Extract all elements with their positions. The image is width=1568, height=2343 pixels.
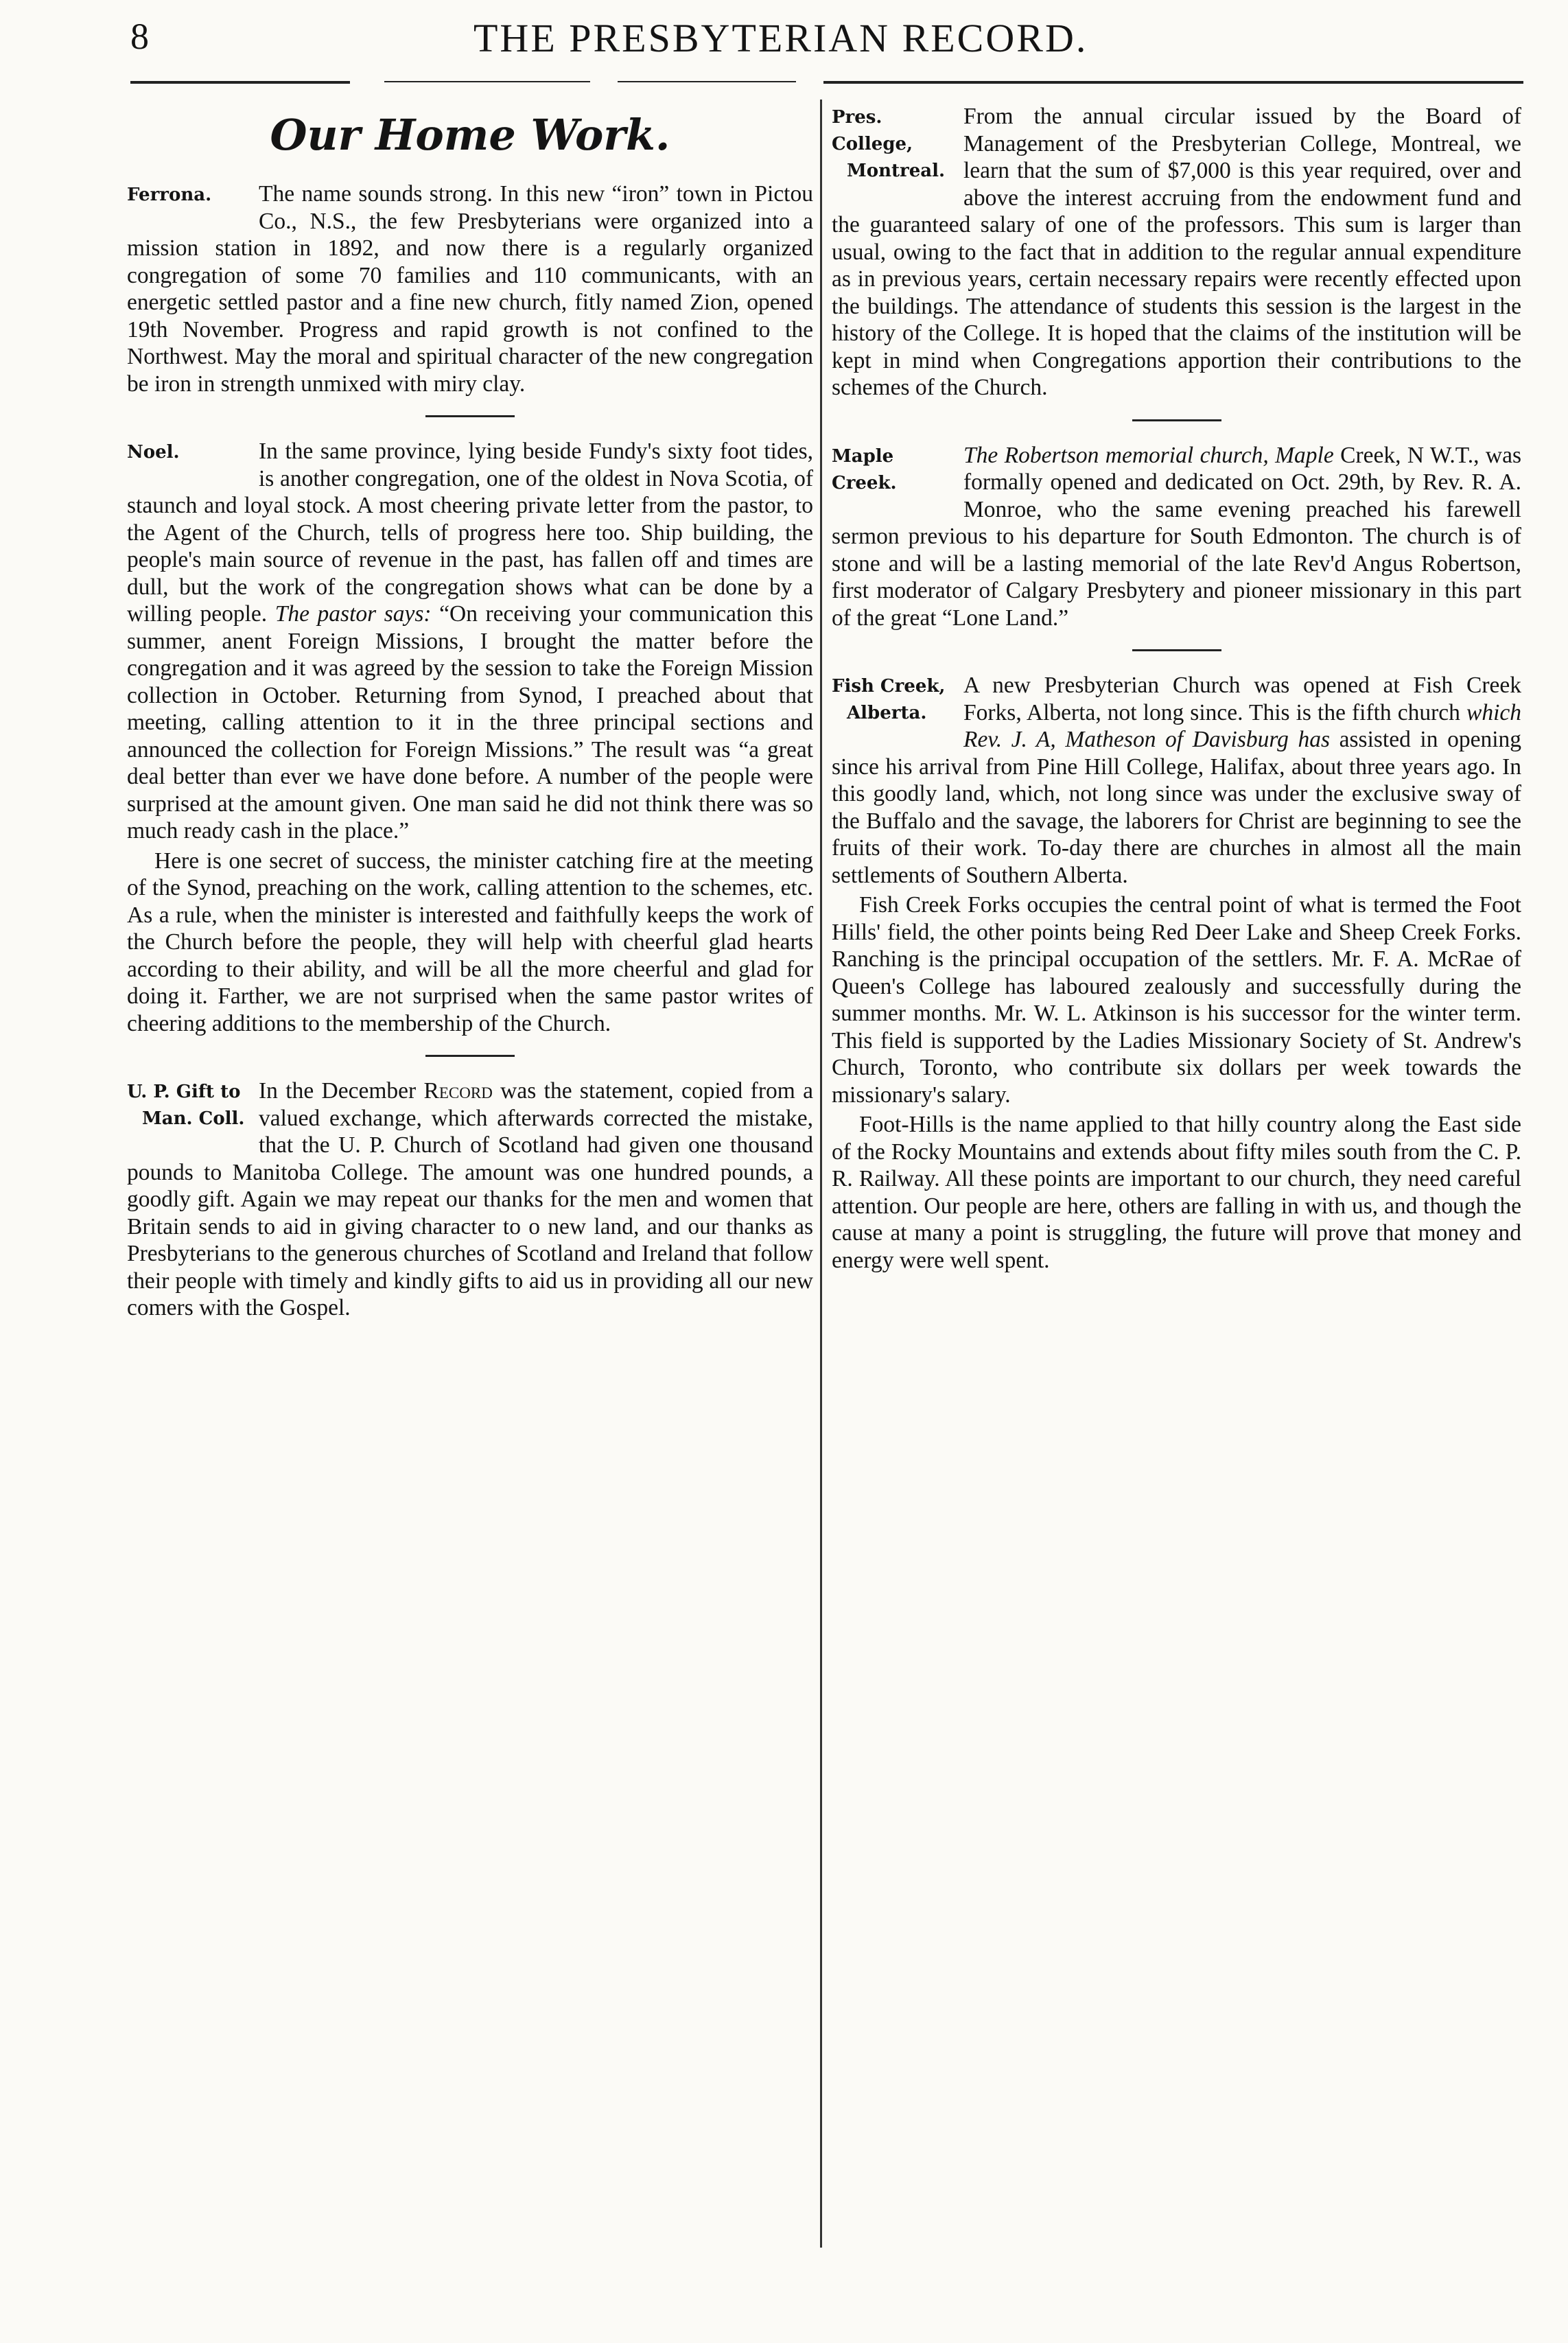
side-heading-text: Maple — [832, 445, 894, 467]
right-column — [832, 103, 1521, 1274]
journal-title: THE PRESBYTERIAN RECORD. — [473, 16, 1088, 60]
article-noel-text-2: Here is one secret of success, the minister catching fire at the meeting of the Synod, preaching on the work, calling attention to the schemes, etc. As a rule, when the minister is interested and faithfully keeps the work of the Church before the people, they will help with cheerful glad hearts according to their ability, and will be all the more cheerful and glad for doing it. Farther, we are not surprised when the same pastor writes of cheering additions to the membership of the Church. — [127, 848, 813, 1036]
side-heading-text: Fish Creek, — [832, 676, 946, 697]
text-run: Creek, N W.T., was formally opened and dedicated on Oct. 29th, by Rev. R. A. Monroe, who the same evening preached his farewell sermon previous to his departure for South Edmonton. The church is of stone and will be a lasting memorial of the late Rev'd Angus Robertson, first moderator of Calgary Presbytery and pioneer missionary in this part of the great “Lone Land.” — [832, 442, 1521, 631]
side-heading-text: Montreal. — [847, 161, 946, 181]
article-fish-creek-text-3: Foot-Hills is the name applied to that hilly country along the East side of the Rocky Mountains and extends about fifty miles south from the C. P. R. Railway. All these points are important to our church, they need careful attention. Our people are here, others are falling in with us, and though the cause at many a point is struggling, the future will prove that money and energy were well spent. — [832, 1112, 1521, 1273]
side-heading-fish-creek — [832, 673, 954, 727]
separator-rule — [425, 415, 515, 417]
side-heading-ferrona — [127, 182, 249, 209]
article-ferrona-text: The name sounds strong. In this new “iron” town in Pictou Co., N.S., the few Presbyterians were organized into a mission station in 1892, and now there is a regularly organized congregation of some 70 families and 110 communicants, with an energetic settled pastor and a fine new church, fitly named Zion, opened 19th November. Progress and rapid growth is not confined to the Northwest. May the moral and spiritual character of the new congregation be iron in strength unmixed with miry clay. — [127, 181, 813, 397]
article-ferrona — [127, 180, 813, 397]
article-up-gift — [127, 1077, 813, 1322]
article-maple-creek — [832, 442, 1521, 632]
text-run-small-caps: Record — [423, 1078, 493, 1104]
side-heading-up-gift — [127, 1079, 249, 1132]
page-number: 8 — [130, 16, 149, 57]
article-fish-creek — [832, 672, 1521, 1274]
header-rule-middle-2 — [618, 81, 796, 82]
side-heading-text: Alberta. — [847, 703, 927, 723]
left-column — [127, 103, 813, 1322]
text-run-italic: which Rev. J. A, Matheson of Davisburg has — [963, 699, 1521, 752]
text-run: assisted in opening since his arrival from Pine Hill College, Halifax, about three years ago. In this goodly land, which, not long since was under the exclusive sway of the Buffalo and the savage, the laborers for Christ are beginning to see the fruits of their work. To-day there are churches in almost all the main settlements of Southern Alberta. — [832, 727, 1521, 888]
side-heading-noel — [127, 439, 249, 466]
side-heading-text: Pres. College, — [832, 107, 913, 154]
text-run: A new Presbyterian Church was opened at Fish Creek Forks, Alberta, not long since. This is the fifth church — [963, 673, 1521, 725]
text-run: In the December — [259, 1078, 424, 1104]
separator-rule — [1132, 419, 1221, 421]
article-fish-creek-text-2: Fish Creek Forks occupies the central point of what is termed the Foot Hills' field, the other points being Red Deer Lake and Sheep Creek Forks. Ranching is the principal occupation of the settlers. Mr. F. A. McRae of Queen's College has laboured zealously and successfully during the summer months. Mr. W. L. Atkinson is his successor for the winter term. This field is supported by the Ladies Missionary Society of St. Andrew's Church, Toronto, who contribute six dollars per week towards the missionary's salary. — [832, 892, 1521, 1108]
text-run: was the statement, copied from a valued exchange, which afterwards corrected the mistake, that the U. P. Church of Scotland had given one thousand pounds to Manitoba College. The amount was one hundred pounds, a goodly gift. Again we may repeat our thanks for the men and women that Britain sends to aid in giving character to o new land, and our thanks as Presbyterians to the generous churches of Scotland and Ireland that follow their people with timely and kindly gifts to aid us in providing all our new comers with the Gospel. — [127, 1078, 813, 1320]
article-pres-college-text: From the annual circular issued by the Board of Management of the Presbyterian College, Montreal, we learn that the sum of $7,000 is this year required, over and above the interest accruing from the endowment fund and the guaranteed salary of one of the professors. This sum is larger than usual, owing to the fact that in addition to the regular annual expenditure as in previous years, certain necessary repairs were recently effected upon the buildings. The attendance of students this session is the largest in the history of the College. It is hoped that the claims of the institution will be kept in mind when Congregations apportion their contributions to the schemes of the Church. — [832, 104, 1521, 400]
side-heading-text: Man. Coll. — [142, 1108, 245, 1129]
separator-rule — [425, 1055, 515, 1057]
side-heading-text: Creek. — [832, 472, 897, 493]
header-rule-middle — [384, 81, 590, 82]
text-run-italic: The Robertson memorial church, Maple — [963, 442, 1334, 468]
header-rule-right — [823, 81, 1523, 84]
separator-rule — [1132, 649, 1221, 651]
side-heading-text: Noel. — [127, 442, 180, 463]
article-pres-college — [832, 103, 1521, 401]
section-heading: Our Home Work. — [270, 110, 670, 160]
side-heading-text: U. P. Gift to — [127, 1082, 241, 1102]
side-heading-text: Ferrona. — [127, 185, 212, 205]
side-heading-pres-college — [832, 104, 954, 185]
text-run-italic: The pastor says: — [274, 601, 432, 627]
article-noel — [127, 438, 813, 1037]
column-divider — [820, 100, 822, 2248]
text-run: “On receiving your communication this summer, anent Foreign Missions, I brought the matter before the congregation and it was agreed by the session to take the Foreign Mission collection in October. Returning from Synod, I preached about that meeting, calling attention to it in the three principal sections and announced the collection for Foreign Missions.” The result was “a great deal better than ever we have done before. A number of the people were surprised at the amount given. One man said he did not think there was so much ready cash in the place.” — [127, 601, 813, 843]
article-noel-text — [127, 438, 813, 845]
side-heading-maple-creek — [832, 443, 954, 497]
header-rule-left — [130, 81, 350, 84]
text-run: In the same province, lying beside Fundy's sixty foot tides, is another congregation, one of the oldest in Nova Scotia, of staunch and loyal stock. A most cheering private letter from the pastor, to the Agent of the Church, tells of progress here too. Ship building, the people's main source of revenue in the past, has fallen off and times are dull, but the work of the congregation shows what can be done by a willing people. — [127, 439, 813, 627]
